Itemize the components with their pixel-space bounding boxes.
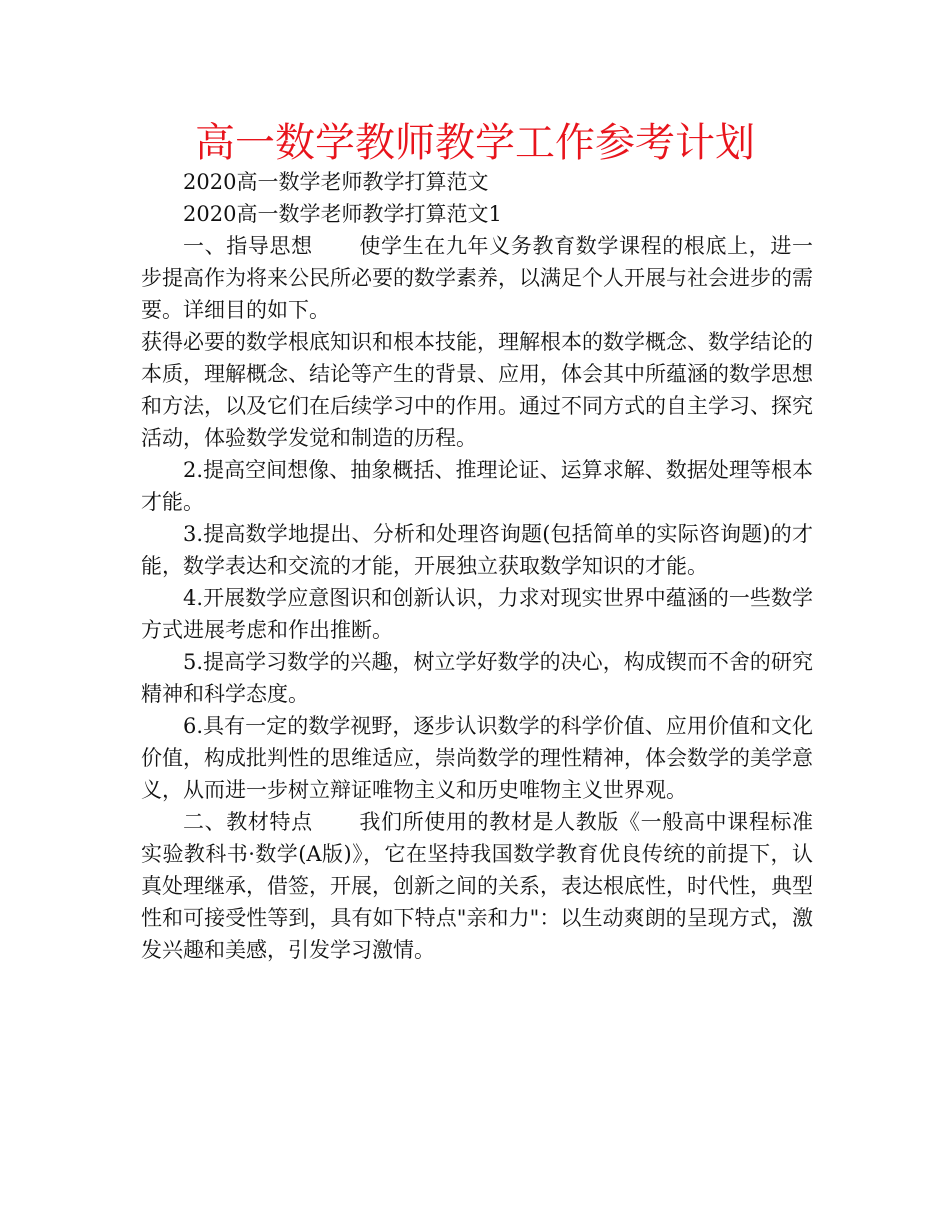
section-2-heading: 二、教材特点 — [183, 810, 313, 834]
subtitle-1: 2020高一数学老师教学打算范文 — [183, 170, 489, 194]
goal-paragraph-5: 5.提高学习数学的兴趣，树立学好数学的决心，构成锲而不舍的研究精神和科学态度。 — [141, 650, 813, 706]
section-1-text: 使学生在九年义务教育数学课程的根底上，进一步提高作为将来公民所必要的数学素养，以满足个人开展与社会进步的需要。详细目的如下。 — [141, 234, 814, 322]
section-2-text: 我们所使用的教材是人教版《一般高中课程标准实验教科书·数学(A版)》，它在坚持我国数学教育优良传统的前提下，认真处理继承，借签，开展，创新之间的关系，表达根底性，时代性，典型性和可接受性等到，具有如下特点"亲和力"：以生动爽朗的呈现方式，激发兴趣和美感，引发学习激情。 — [141, 810, 814, 962]
goal-paragraph-1: 获得必要的数学根底知识和根本技能，理解根本的数学概念、数学结论的本质，理解概念、结论等产生的背景、应用，体会其中所蕴涵的数学思想和方法，以及它们在后续学习中的作用。通过不同方式的自主学习、探究活动，体验数学发觉和制造的历程。 — [141, 330, 813, 450]
goal-paragraph-2: 2.提高空间想像、抽象概括、推理论证、运算求解、数据处理等根本才能。 — [141, 458, 813, 514]
document-body — [141, 166, 813, 966]
subtitle-2: 2020高一数学老师教学打算范文1 — [183, 202, 502, 226]
goal-paragraph-3: 3.提高数学地提出、分析和处理咨询题(包括简单的实际咨询题)的才能，数学表达和交流的才能，开展独立获取数学知识的才能。 — [141, 522, 813, 578]
section-1-paragraph — [141, 230, 813, 326]
section-2-paragraph — [141, 806, 813, 966]
goal-paragraph-4: 4.开展数学应意图识和创新认识，力求对现实世界中蕴涵的一些数学方式进展考虑和作出推断。 — [141, 586, 813, 642]
section-1-heading: 一、指导思想 — [183, 234, 313, 258]
goal-paragraph-6: 6.具有一定的数学视野，逐步认识数学的科学价值、应用价值和文化价值，构成批判性的思维适应，崇尚数学的理性精神，体会数学的美学意义，从而进一步树立辩证唯物主义和历史唯物主义世界观。 — [141, 714, 813, 802]
document-title: 高一数学教师教学工作参考计划 — [195, 120, 755, 166]
